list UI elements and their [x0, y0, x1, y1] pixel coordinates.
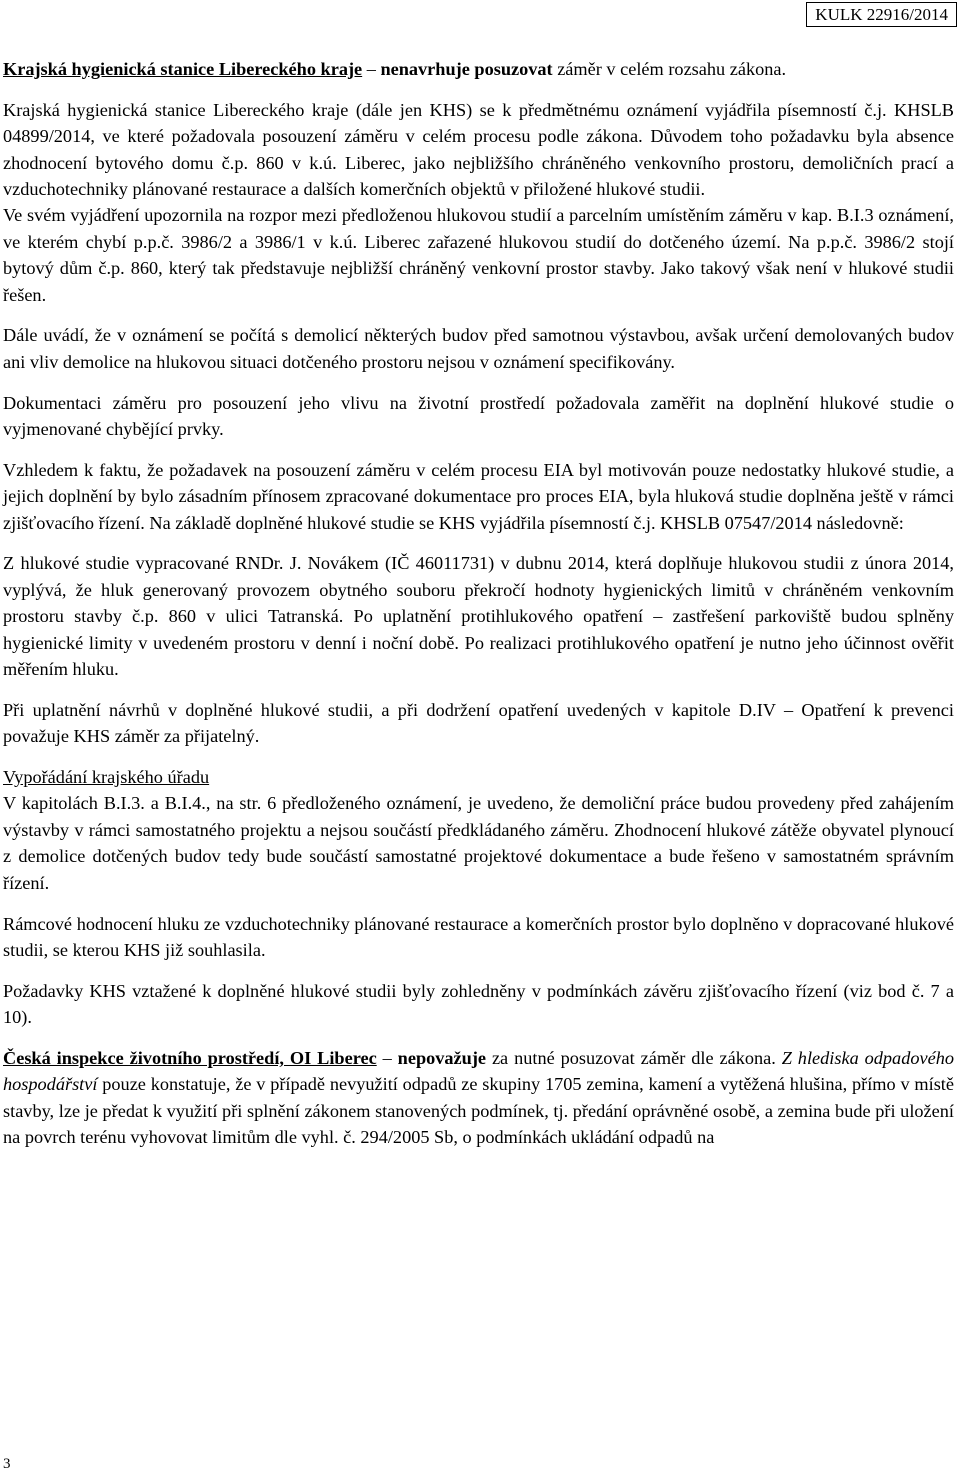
document-body	[3, 56, 954, 1165]
khs-paragraph-6: Z hlukové studie vypracované RNDr. J. Novákem (IČ 46011731) v dubnu 2014, která doplňuje hlukovou studii z února 2014, vyplývá, že hluk generovaný provozem obytného souboru překročí hodnoty hygienických limitů v chráněném venkovním prostoru stavby č.p. 860 v ulici Tatranská. Po uplatnění protihlukového opatření – zastřešení parkoviště budou splněny hygienické limity v uvedeném prostoru v denní i noční době. Po realizaci protihlukového opatření je nutno jeho účinnost ověřit měřením hluku.	[3, 553, 954, 680]
khs-paragraph-1: Krajská hygienická stanice Libereckého kraje (dále jen KHS) se k předmětnému oznámení vyjádřila písemností č.j. KHSLB 04899/2014, ve které požadovala posouzení záměru v celém procesu podle zákona. Důvodem toho požadavku byla absence zhodnocení bytového domu č.p. 860 v k.ú. Liberec, jako nejbližšího chráněného venkovního prostoru, demoličních prací a vzduchotechniky plánované restaurace a dalších komerčních objektů v přiložené hlukové studii.	[3, 99, 954, 200]
kru-heading-text: Vypořádání krajského úřadu	[3, 767, 210, 788]
kru-paragraph-1: V kapitolách B.I.3. a B.I.4., na str. 6 předloženého oznámení, je uvedeno, že demoliční práce budou provedeny před zahájením výstavby v rámci samostatného projektu a nejsou součástí předkládaného záměru. Zhodnocení hlukové zátěže obyvatel plynoucí z demolice dotčených budov tedy bude součástí samostatné projektové dokumentace a bude řešeno v samostatném správním řízení.	[3, 793, 954, 893]
page-number: 3	[3, 1456, 11, 1472]
khs-paragraph-4: Dokumentaci záměru pro posouzení jeho vlivu na životní prostředí požadovala zaměřit na doplnění hlukové studie o vyjmenované chybějící prvky.	[3, 392, 954, 440]
khs-paragraph-7: Při uplatnění návrhů v doplněné hlukové studii, a při dodržení opatření uvedených v kapitole D.IV – Opatření k prevenci považuje KHS záměr za přijatelný.	[3, 699, 954, 747]
cizp-paragraph-rest: pouze konstatuje, že v případě nevyužití odpadů ze skupiny 1705 zemina, kamení a vytěžená hlušina, přímo v místě stavby, lze je předat k využití při splnění zákonem stanovených podmínek, tj. předání oprávněné osobě, a zemina bude při uložení na povrch terénu vyhovovat limitům dle vyhl. č. 294/2005 Sb, o podmínkách ukládání odpadů na	[3, 1074, 954, 1148]
kru-paragraph-2: Rámcové hodnocení hluku ze vzduchotechniky plánované restaurace a komerčních prostor bylo doplněno v dopracované hlukové studii, se kterou KHS již souhlasila.	[3, 913, 954, 960]
khs-heading-rest: záměr v celém rozsahu zákona.	[552, 59, 787, 79]
khs-heading-dash: –	[362, 59, 381, 79]
cizp-italic-phrase: Z hlediska odpadového hospodářství	[3, 1047, 954, 1095]
kru-heading	[3, 764, 954, 790]
khs-verdict: nenavrhuje posuzovat	[380, 59, 553, 79]
khs-org-name: Krajská hygienická stanice Libereckého kraje	[3, 59, 363, 79]
khs-heading-paragraph	[3, 56, 954, 82]
document-reference-number: KULK 22916/2014	[806, 2, 957, 27]
khs-paragraph-3: Dále uvádí, že v oznámení se počítá s demolicí některých budov před samotnou výstavbou, avšak určení demolovaných budov ani vliv demolice na hlukovou situaci dotčeného prostoru nejsou v oznámení specifikovány.	[3, 325, 954, 372]
cizp-verdict: nepovažuje	[397, 1047, 487, 1068]
cizp-heading-dash: –	[376, 1047, 398, 1068]
cizp-org-name: Česká inspekce životního prostředí, OI Liberec	[3, 1047, 377, 1068]
kru-paragraph-3: Požadavky KHS vztažené k doplněné hlukové studii byly zohledněny v podmínkách závěru zjišťovacího řízení (viz bod č. 7 a 10).	[3, 980, 954, 1028]
khs-paragraph-5: Vzhledem k faktu, že požadavek na posouzení záměru v celém procesu EIA byl motivován pouze nedostatky hlukové studie, a jejich doplnění by bylo zásadním přínosem zpracované dokumentace pro proces EIA, byla hluková studie doplněna ještě v rámci zjišťovacího řízení. Na základě doplněné hlukové studie se KHS vyjádřila písemností č.j. KHSLB 07547/2014 následovně:	[3, 459, 954, 533]
cizp-heading-rest: za nutné posuzovat záměr dle zákona.	[486, 1047, 782, 1068]
khs-paragraph-2: Ve svém vyjádření upozornila na rozpor mezi předloženou hlukovou studií a parcelním umístěním záměru v kap. B.I.3 oznámení, ve kterém chybí p.p.č. 3986/2 a 3986/1 v k.ú. Liberec zařazené hlukovou studií do dotčeného území. Na p.p.č. 3986/2 stojí bytový dům č.p. 860, který tak představuje nejbližší chráněný venkovní prostor stavby. Jako takový však není v hlukové studii řešen.	[3, 205, 954, 305]
cizp-paragraph	[3, 1045, 954, 1151]
